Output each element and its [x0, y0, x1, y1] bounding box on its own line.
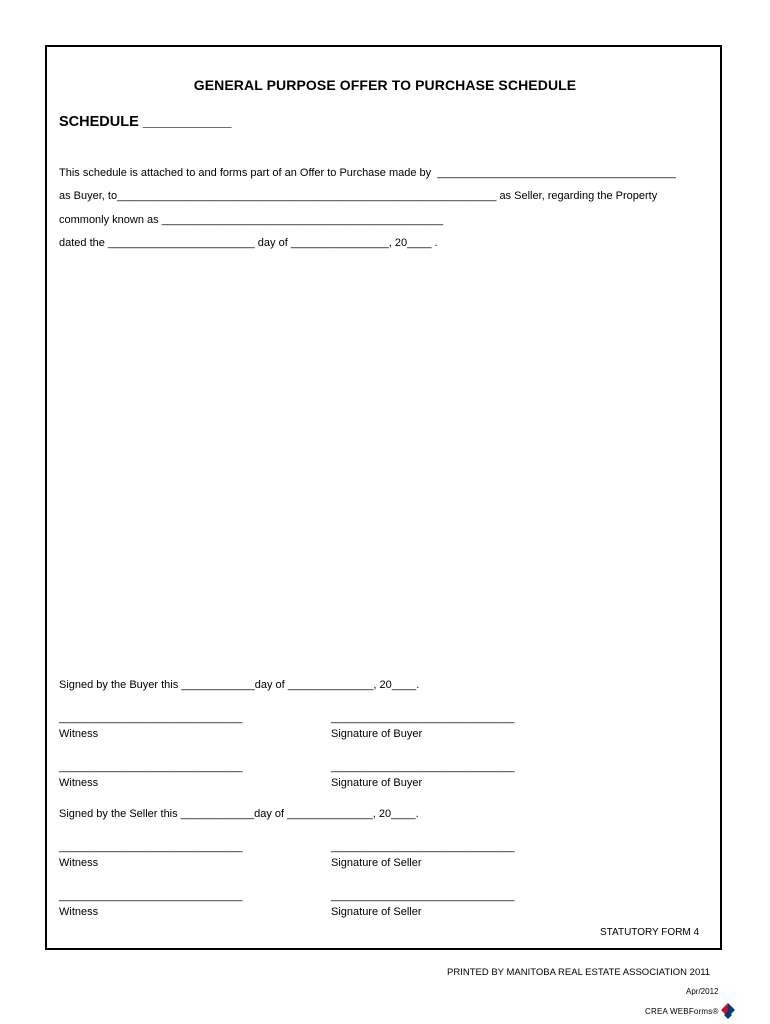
seller-signature-label-1: Signature of Seller: [331, 857, 422, 869]
buyer-signature-label-1: Signature of Buyer: [331, 728, 423, 740]
seller-signature-line-1: ______________________________: [331, 841, 515, 853]
seller-witness-label-2: Witness: [59, 906, 99, 918]
statutory-form-label: STATUTORY FORM 4: [600, 927, 700, 938]
logo-text: CREA WEBForms®: [645, 1006, 719, 1016]
seller-witness-label-1: Witness: [59, 857, 99, 869]
schedule-label: SCHEDULE ___________: [59, 114, 232, 130]
buyer-signature-line-1: ______________________________: [331, 712, 515, 724]
form-date: Apr/2012: [686, 987, 719, 996]
seller-signature-label-2: Signature of Seller: [331, 906, 422, 918]
intro-line-1: This schedule is attached to and forms part of an Offer to Purchase made by _______________________________________: [59, 167, 676, 179]
intro-line-3: commonly known as ______________________________________________: [59, 214, 444, 226]
form-title: GENERAL PURPOSE OFFER TO PURCHASE SCHEDULE: [193, 77, 577, 93]
seller-signed-line: Signed by the Seller this ____________day of ______________, 20____.: [59, 808, 419, 820]
buyer-signed-line: Signed by the Buyer this ____________day of ______________, 20____.: [59, 679, 420, 691]
buyer-witness-label-1: Witness: [59, 728, 99, 740]
buyer-signature-label-2: Signature of Buyer: [331, 777, 423, 789]
intro-line-2: as Buyer, to______________________________________________________________ as Seller, regarding the Property: [59, 190, 658, 202]
seller-signature-line-2: ______________________________: [331, 890, 515, 902]
buyer-witness-line-2: ______________________________: [59, 761, 243, 773]
crea-diamond-icon: [720, 1002, 736, 1020]
seller-witness-line-1: ______________________________: [59, 841, 243, 853]
intro-line-4: dated the ________________________ day of ________________, 20____ .: [59, 237, 438, 249]
crea-webforms-logo: [645, 1001, 736, 1021]
buyer-witness-line-1: ______________________________: [59, 712, 243, 724]
seller-witness-line-2: ______________________________: [59, 890, 243, 902]
buyer-witness-label-2: Witness: [59, 777, 99, 789]
printed-by-text: PRINTED BY MANITOBA REAL ESTATE ASSOCIATION 2011: [447, 967, 711, 978]
buyer-signature-line-2: ______________________________: [331, 761, 515, 773]
